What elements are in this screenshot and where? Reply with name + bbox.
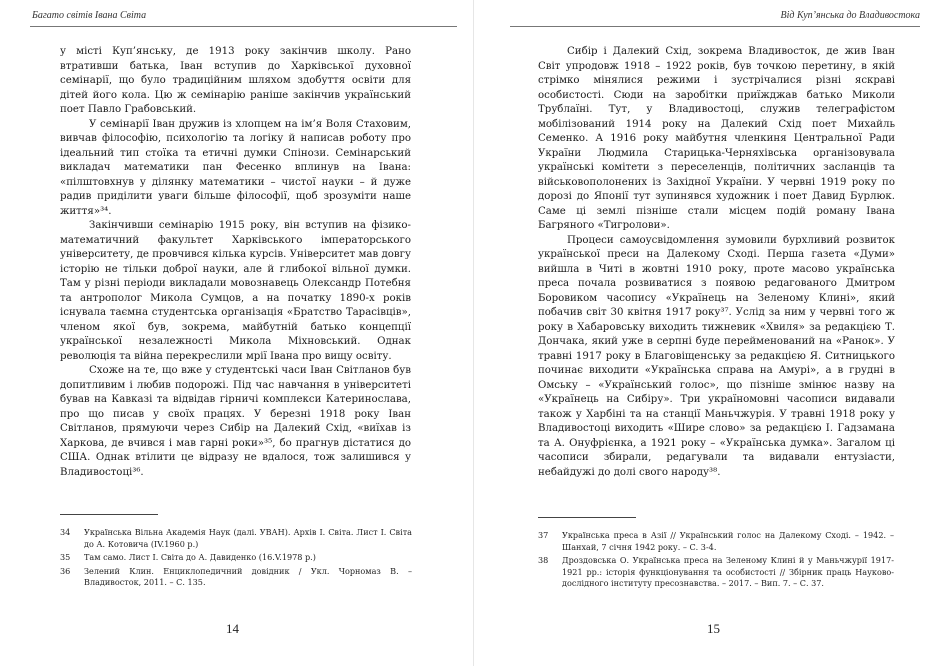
- footnote-number: 37: [538, 530, 549, 540]
- paragraph: Закінчивши семінарію 1915 року, він вступив на фізико-математичний факультет Харківського імператорського університету, де провчився кілька курсів. Університет мав довгу історію не тільки доброї науки, але й глибокої вільної думки. Там у різні періоди викладали мовознавець Олександр Потебня та антрополог Микола Сумцов, а на початку 1890-х років існувала таємна студентська організація «Братство Тарасівців», членом якої був, зокрема, майбутній батько концепції української незалежності Микола Міхновський. Однак революція та війна перекреслили мрії Івана про вищу освіту.: [60, 220, 411, 362]
- footnote-number: 38: [538, 555, 549, 565]
- paragraph: Схоже на те, що вже у студентські часи Іван Світланов був допитливим і любив подорожі. Під час навчання в університеті бував на Кавказі та відвідав гірничі комплекси Катеринослава, про що писав у своїх працях. У березні 1918 року Іван Світланов, прямуючи через Сибір на Далекий Схід, «виїхав із Харкова, де вчився і мав гарні роки»³⁵, бо прагнув дістатися до США. Однак втілити це відразу не вдалося, тож залишився у Владивостоці³⁶.: [60, 365, 411, 478]
- paragraph: У семінарії Іван дружив із хлопцем на ім’я Воля Стаховим, вивчав філософію, психологію та логіку й написав роботу про ідеальний тип стоїка та етичні думки Спінози. Семінарський викладач математики пан Фесенко вплинув на Івана: «пілштовхнув у ділянку математики – чистої науки – й дуже радив приділити уваги більше філософії, щоб зрозуміти наше життя»³⁴.: [60, 118, 411, 217]
- header-rule-right: [510, 26, 920, 27]
- right-page: [473, 0, 946, 666]
- footnotes-right: [538, 530, 894, 592]
- footnotes-left: [60, 527, 412, 591]
- footnote: [538, 530, 894, 553]
- footnote-text: Там само. Лист І. Світа до А. Давиденко (16.V.1978 р.): [84, 552, 316, 562]
- footnote-text: Дроздовська О. Українська преса на Зеленому Клині й у Маньчжурії 1917-1921 рр.: історія функціонування та особистості // Збірник праць Науково-дослідного інституту пресознавства. – 2017. – Вип. 7. – С. 37.: [562, 555, 894, 588]
- paragraph: у місті Куп’янську, де 1913 року закінчив школу. Рано втративши батька, Іван вступив до Харківської духовної семінарії, що було традиційним шляхом здобуття освіти для дітей його кола. Цю ж семінарію раніше закінчив український поет Павло Грабовський.: [60, 46, 411, 115]
- footnote-rule-left: [60, 514, 158, 515]
- header-rule-left: [30, 26, 457, 27]
- page-number-right: 15: [707, 621, 720, 636]
- footnote-text: Українська преса в Азії // Український голос на Далекому Сході. – 1942. – Шанхай, 7 січня 1942 року. – С. 3-4.: [562, 530, 894, 552]
- footnote-text: Зелений Клин. Енциклопедичний довідник / Укл. Чорномаз В. – Владивосток, 2011. – С. 135.: [84, 565, 412, 587]
- running-head-right: Від Куп’янська до Владивостока: [780, 10, 920, 21]
- footnote-number: 36: [60, 565, 71, 576]
- body-text-left: [60, 45, 411, 480]
- footnote: [60, 552, 412, 564]
- footnote-text: Українська Вільна Академія Наук (далі. УВАН). Архів І. Світа. Лист І. Світа до А. Котовича (IV.1960 р.): [84, 527, 412, 549]
- left-page: [0, 0, 473, 666]
- paragraph: Сибір і Далекий Схід, зокрема Владивосток, де жив Іван Світ упродовж 1918 – 1922 років, був точкою перетину, в якій стрімко мінялися режими і зустрічалися різні яскраві особистості. Сюди на заробітки приїжджав батько Миколи Трублаїні. Тут, у Владивостоці, служив телеграфістом мобілізований 1914 року на Далекий Схід поет Михайль Семенко. А 1916 року майбутня членкиня Центральної Ради України Людмила Старицька-Черняхівська організовувала українські комітети з переселенців, політичних засланців та військовополонених із Західної України. У червні 1919 року по дорозі до Японії тут зупинявся художник і поет Давид Бурлюк. Саме ці землі пізніше стали місцем подій роману Івана Багряного «Тигролови».: [538, 46, 895, 231]
- page-number-left: 14: [226, 621, 239, 636]
- footnote-number: 35: [60, 552, 71, 562]
- paragraph: Процеси самоусвідомлення зумовили бурхливий розвиток української преси на Далекому Сході. Перша газета «Думи» вийшла в Читі в жовтні 1910 року, проте масово українська преса почала розвиватися з появою редагованого Дмитром Боровиком часопису «Українець на Зеленому Клині», який побачив світ 30 квітня 1917 року³⁷. Услід за ним у червні того ж року в Хабаровську виходить тижневик «Хвиля» за редакцією Т. Дончака, який уже в серпні буде перейменований на «Ранок». У травні 1917 року в Благовіщенську за редакцією Я. Ситницького починає виходити «Українська справа на Амурі», а в грудні в Омську – «Український голос», що пізніше змінює назву на «Українець на Сибіру». Три україномовні часописи видавали також у Харбіні та на станції Маньчжурія. У травні 1918 року у Владивостоці виходить «Шире слово» за редакцією І. Гадзамана та А. Онуфрієнка, а 1921 року – «Українська думка». Загалом ці часописи збирали, редагували та видавали ентузіасти, небайдужі до долі свого народу³⁸.: [538, 234, 895, 478]
- footnote-number: 34: [60, 527, 71, 537]
- footnote-rule-right: [538, 517, 636, 518]
- footnote: [538, 555, 894, 590]
- footnote: [60, 566, 412, 589]
- body-text-right: [538, 45, 895, 480]
- running-head-left: Багато світів Івана Світа: [32, 10, 147, 21]
- footnote: [60, 527, 412, 550]
